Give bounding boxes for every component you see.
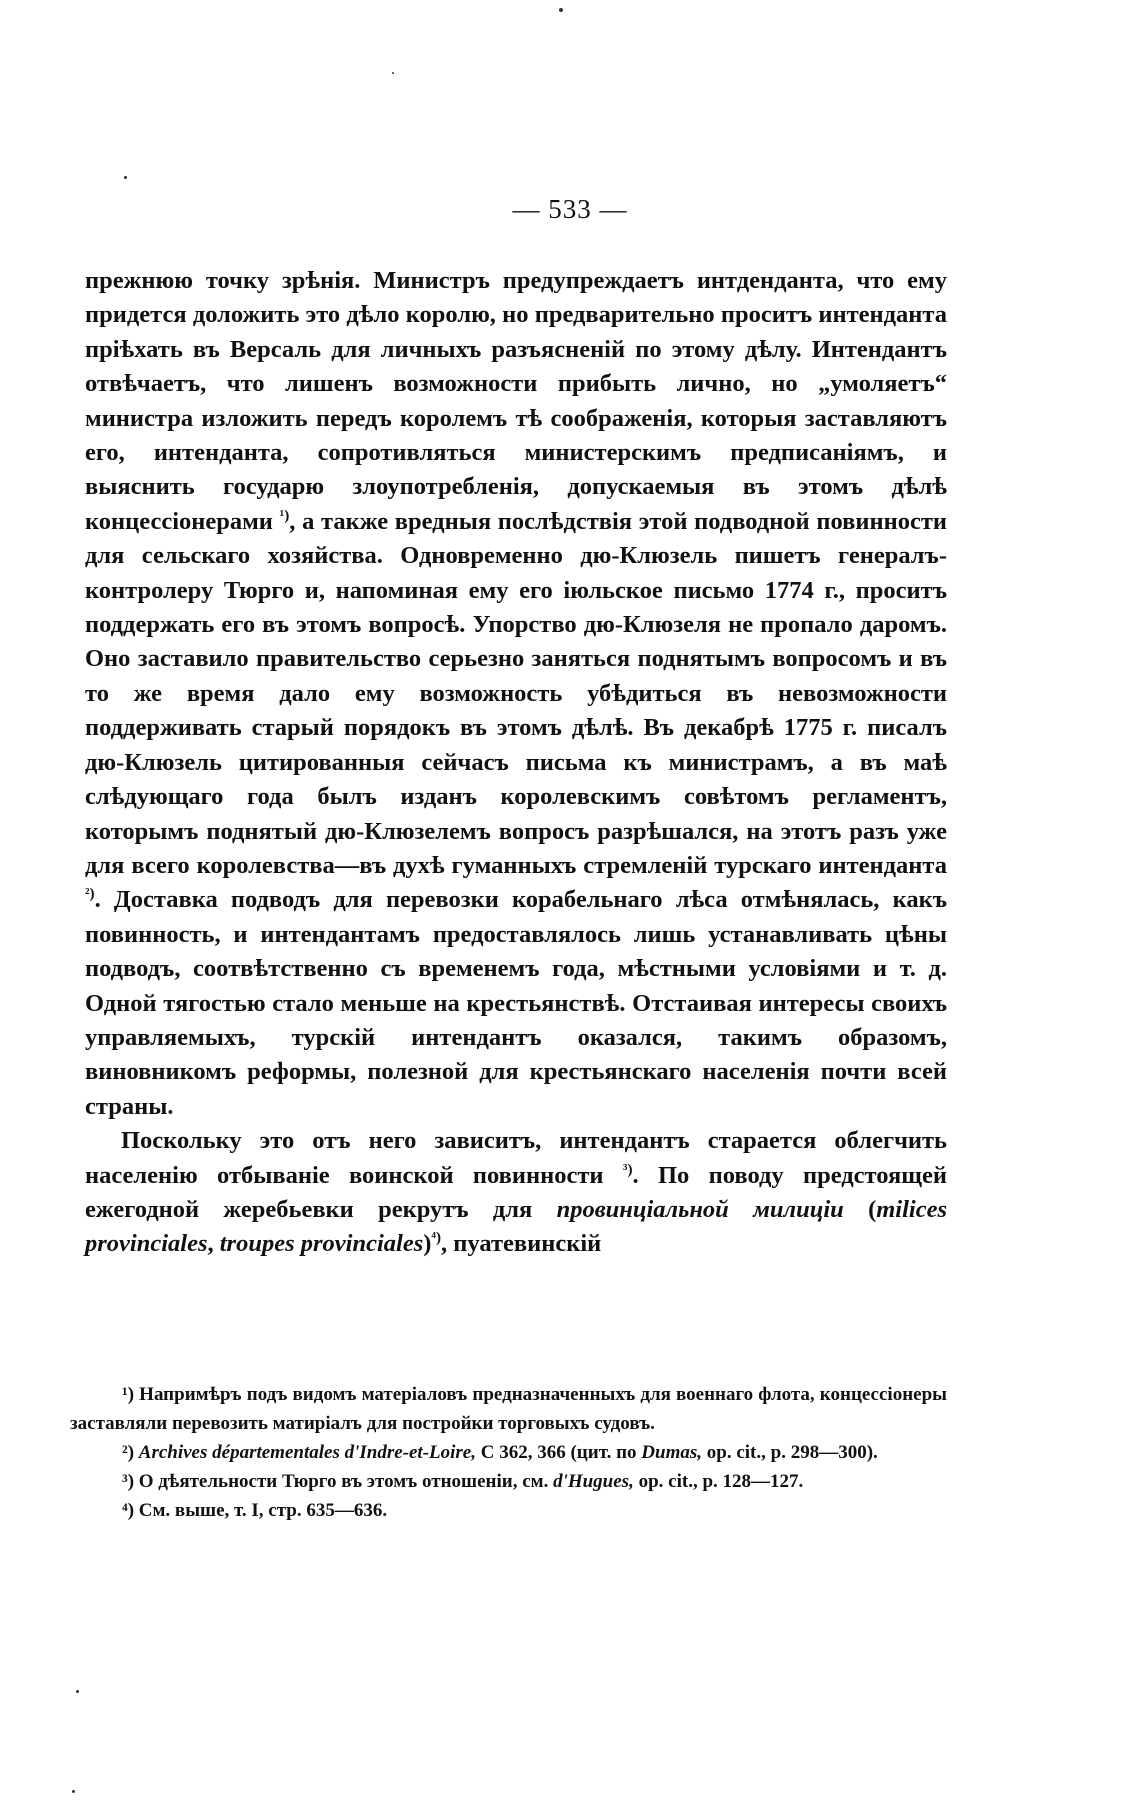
text-run: , а также вредныя послѣдствія этой подводной повинности для сельскаго хозяйства. Одновременно дю-Клюзель пишетъ генералъ-контролеру Тюрго и, напоминая ему его іюльское письмо 1774 г., проситъ поддержать его въ этомъ вопросѣ. Упорство дю-Клюзеля не пропало даромъ. Оно заставило правительство серьезно заняться поднятымъ вопросомъ и въ то же время дало ему возможность убѣдиться въ невозможности поддерживать старый порядокъ въ этомъ дѣлѣ. Въ декабрѣ 1775 г. писалъ дю-Клюзель цитированныя сейчасъ письма къ министрамъ, а въ маѣ слѣдующаго года былъ изданъ королевскимъ совѣтомъ регламентъ, которымъ поднятый дю-Клюзелемъ вопросъ разрѣшался, на этотъ разъ уже для всего королевства—въ духѣ гуманныхъ стремленій турскаго интенданта bbox=[85, 507, 947, 879]
speck bbox=[72, 1790, 75, 1793]
page-number: — 533 — bbox=[512, 194, 628, 224]
footnote bbox=[70, 1380, 947, 1438]
italic-text: troupes provinciales bbox=[219, 1230, 424, 1258]
text-run: , пуатевинскій bbox=[441, 1230, 602, 1258]
italic-text: d'Hugues, bbox=[553, 1471, 634, 1492]
footnote-ref: ³) bbox=[622, 1160, 633, 1178]
text-run: Поскольку это отъ него зависитъ, интендантъ старается облегчить населенію отбываніе воинской повинности bbox=[85, 1127, 947, 1189]
footnotes bbox=[70, 1380, 947, 1525]
italic-text: Dumas, bbox=[641, 1442, 703, 1463]
italic-text: Archives départementales d'Indre-et-Loire, bbox=[138, 1442, 476, 1463]
footnote-ref: ¹) bbox=[279, 506, 290, 524]
footnote-ref: ⁴) bbox=[431, 1229, 442, 1247]
text-run: ( bbox=[843, 1195, 877, 1223]
text-run: op. cit., p. 298—300). bbox=[702, 1442, 878, 1463]
footnote bbox=[70, 1467, 947, 1496]
paragraph bbox=[85, 1124, 947, 1262]
text-run: ¹) Напримѣръ подъ видомъ матеріаловъ предназначенныхъ для военнаго флота, концессіонеры заставляли перевозить матиріалъ для постройки торговыхъ судовъ. bbox=[70, 1384, 947, 1434]
text-run: . По поводу предстоящей ежегодной жеребьевки рекрутъ для bbox=[85, 1161, 947, 1223]
text-run: , bbox=[207, 1230, 220, 1258]
paragraph bbox=[85, 264, 947, 1124]
text-run: прежнюю точку зрѣнія. Министръ предупреждаетъ интденданта, что ему придется доложить это дѣло королю, но предварительно проситъ интенданта пріѣхать въ Версаль для личныхъ разъясненій по этому дѣлу. Интендантъ отвѣчаетъ, что лишенъ возможности прибыть лично, но „умоляетъ“ министра изложить передъ королемъ тѣ соображенія, которыя заставляютъ его, интенданта, сопротивляться министерскимъ предписаніямъ, и выяснить государю злоупотребленія, допускаемыя въ этомъ дѣлѣ концессіонерами bbox=[85, 267, 947, 535]
text-run: ⁴) См. выше, т. I, стр. 635—636. bbox=[122, 1500, 388, 1521]
footnote bbox=[70, 1438, 947, 1467]
speck bbox=[392, 72, 394, 74]
text-run: ) bbox=[423, 1230, 432, 1258]
body-text bbox=[85, 264, 947, 1262]
text-run: ³) О дѣятельности Тюрго въ этомъ отношеніи, см. bbox=[122, 1471, 554, 1492]
italic-text: milices provinciales bbox=[85, 1195, 947, 1258]
text-run: C 362, 366 (цит. по bbox=[476, 1442, 642, 1463]
speck bbox=[76, 1690, 79, 1693]
text-run: ²) bbox=[122, 1442, 139, 1463]
footnote-ref: ²) bbox=[85, 885, 95, 903]
footnote bbox=[70, 1496, 947, 1525]
text-run: op. cit., p. 128—127. bbox=[633, 1471, 804, 1492]
italic-text: провинціальной милиціи bbox=[556, 1195, 844, 1223]
speck bbox=[124, 176, 127, 179]
speck bbox=[559, 8, 563, 12]
text-run: . Доставка подводъ для перевозки корабельнаго лѣса отмѣнялась, какъ повинность, и интендантамъ предоставлялось лишь устанавливать цѣны подводъ, соотвѣтственно съ временемъ года, мѣстными условіями и т. д. Одной тягостью стало меньше на крестьянствѣ. Отстаивая интересы своихъ управляемыхъ, турскій интендантъ оказался, такимъ образомъ, виновникомъ реформы, полезной для крестьянскаго населенія почти всей страны. bbox=[85, 886, 947, 1120]
